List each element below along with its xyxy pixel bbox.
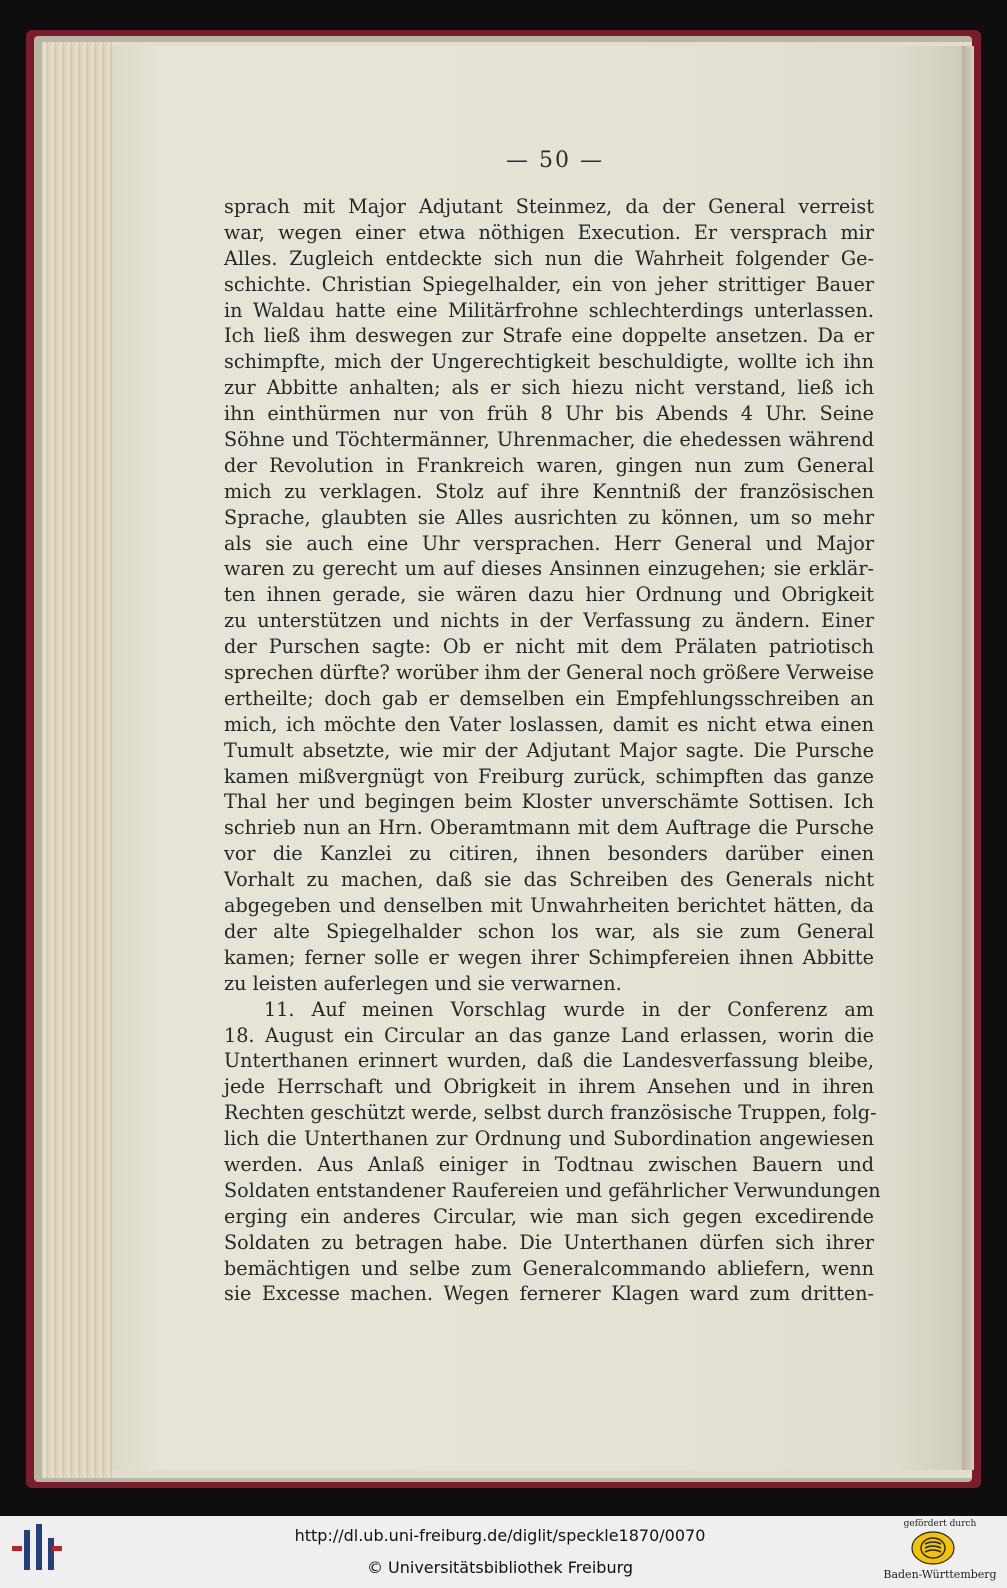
text-line: der Purschen sagte: Ob er nicht mit dem Prälaten patriotisch xyxy=(224,635,874,659)
text-line: ten ihnen gerade, sie wären dazu hier Ordnung und Obrigkeit xyxy=(224,583,874,607)
logo-bar-icon xyxy=(48,1538,54,1570)
text-line: zur Abbitte anhalten; als er sich hiezu nicht verstand, ließ ich xyxy=(224,376,874,400)
page-stack-edges xyxy=(42,42,112,1478)
text-line: ihn einthürmen nur von früh 8 Uhr bis Abends 4 Uhr. Seine xyxy=(224,402,874,426)
text-line: Rechten geschützt werde, selbst durch französische Truppen, folg- xyxy=(224,1101,877,1125)
text-line: Sprache, glaubten sie Alles ausrichten zu können, um so mehr xyxy=(224,505,874,529)
text-line: 18. August ein Circular an das ganze Land erlassen, worin die xyxy=(224,1023,874,1047)
text-line: Ich ließ ihm deswegen zur Strafe eine doppelte ansetzen. Da er xyxy=(224,324,874,348)
text-line: zu leisten auferlegen und sie verwarnen. xyxy=(224,971,622,995)
sponsor-name: Baden-Württemberg xyxy=(883,1568,997,1581)
text-line: in Waldau hatte eine Militärfrohne schlechterdings unterlassen. xyxy=(224,298,874,322)
text-line: Söhne und Töchtermänner, Uhrenmacher, die ehedessen während xyxy=(224,428,874,452)
sponsor-label: gefördert durch xyxy=(903,1519,977,1529)
text-line: Alles. Zugleich entdeckte sich nun die Wahrheit folgender Ge- xyxy=(224,246,874,270)
baden-wuerttemberg-emblem-icon xyxy=(911,1531,955,1565)
logo-bar-icon xyxy=(36,1524,42,1570)
text-line: Unterthanen erinnert wurden, daß die Landesverfassung bleibe, xyxy=(224,1049,874,1073)
text-line: Soldaten zu betragen habe. Die Unterthanen dürfen sich ihrer xyxy=(224,1230,874,1254)
text-line: schrieb nun an Hrn. Oberamtmann mit dem Auftrage die Pursche xyxy=(224,816,874,840)
text-line: sie Excesse machen. Wegen fernerer Klagen ward zum dritten- xyxy=(224,1282,874,1306)
text-line: mich, ich möchte den Vater loslassen, damit es nicht etwa einen xyxy=(224,712,874,736)
text-line: werden. Aus Anlaß einiger in Todtnau zwischen Bauern und xyxy=(224,1152,874,1176)
text-line: der alte Spiegelhalder schon los war, als sie zum General xyxy=(224,919,874,943)
logo-bar-icon xyxy=(24,1530,30,1570)
text-line: sprach mit Major Adjutant Steinmez, da der General verreist xyxy=(224,195,874,218)
text-line: als sie auch eine Uhr versprachen. Herr General und Major xyxy=(224,531,874,555)
text-line: Thal her und begingen beim Kloster unverschämte Sottisen. Ich xyxy=(224,790,874,814)
text-line: Vorhalt zu machen, daß sie das Schreiben des Generals nicht xyxy=(224,868,874,892)
text-line: waren zu gerecht um auf dieses Ansinnen einzugehen; sie erklär- xyxy=(224,557,874,581)
logo-bar-red-icon xyxy=(12,1546,22,1551)
text-line: lich die Unterthanen zur Ordnung und Subordination angewiesen xyxy=(224,1127,874,1151)
page-number: — 50 — xyxy=(506,148,604,173)
text-line: kamen; ferner solle er wegen ihrer Schimpfereien ihnen Abbitte xyxy=(224,945,874,969)
text-line: abgegeben und denselben mit Unwahrheiten berichtet hätten, da xyxy=(224,894,874,918)
body-text xyxy=(224,194,881,1307)
document-url-link[interactable]: http://dl.ub.uni-freiburg.de/diglit/speckle1870/0070 xyxy=(294,1526,706,1545)
text-line: mich zu verklagen. Stolz auf ihre Kenntniß der französischen xyxy=(224,479,874,503)
text-line: 11. Auf meinen Vorschlag wurde in der Conferenz am xyxy=(264,997,874,1021)
text-line: vor die Kanzlei zu citiren, ihnen besonders darüber einen xyxy=(224,842,874,866)
text-line: kamen mißvergnügt von Freiburg zurück, schimpften das ganze xyxy=(224,764,874,788)
text-line: ertheilte; doch gab er demselben ein Empfehlungsschreiben an xyxy=(224,686,874,710)
text-line: der Revolution in Frankreich waren, gingen nun zum General xyxy=(224,453,874,477)
text-line: war, wegen einer etwa nöthigen Execution. Er versprach mir xyxy=(224,220,874,244)
text-line: sprechen dürfte? worüber ihm der General noch größere Verweise xyxy=(224,661,874,685)
logo-bar-red-icon xyxy=(52,1546,62,1551)
text-line: erging ein anderes Circular, wie man sich gegen excedirende xyxy=(224,1204,874,1228)
text-line: jede Herrschaft und Obrigkeit in ihrem Ansehen und in ihren xyxy=(224,1075,874,1099)
page-right-edge xyxy=(962,46,974,1470)
text-line: Soldaten entstandener Raufereien und gefährlicher Verwundungen xyxy=(224,1178,881,1202)
text-line: schichte. Christian Spiegelhalder, ein von jeher strittiger Bauer xyxy=(224,272,874,296)
text-line: Tumult absetzte, wie mir der Adjutant Major sagte. Die Pursche xyxy=(224,738,874,762)
copyright-notice: © Universitätsbibliothek Freiburg xyxy=(366,1558,634,1577)
text-line: schimpfte, mich der Ungerechtigkeit beschuldigte, wollte ich ihn xyxy=(224,350,874,374)
ub-freiburg-logo-icon xyxy=(12,1524,64,1580)
text-line: bemächtigen und selbe zum Generalcommando abliefern, wenn xyxy=(224,1256,874,1280)
text-line: zu unterstützen und nichts in der Verfassung zu ändern. Einer xyxy=(224,609,874,633)
viewer-footer xyxy=(0,1516,1007,1588)
